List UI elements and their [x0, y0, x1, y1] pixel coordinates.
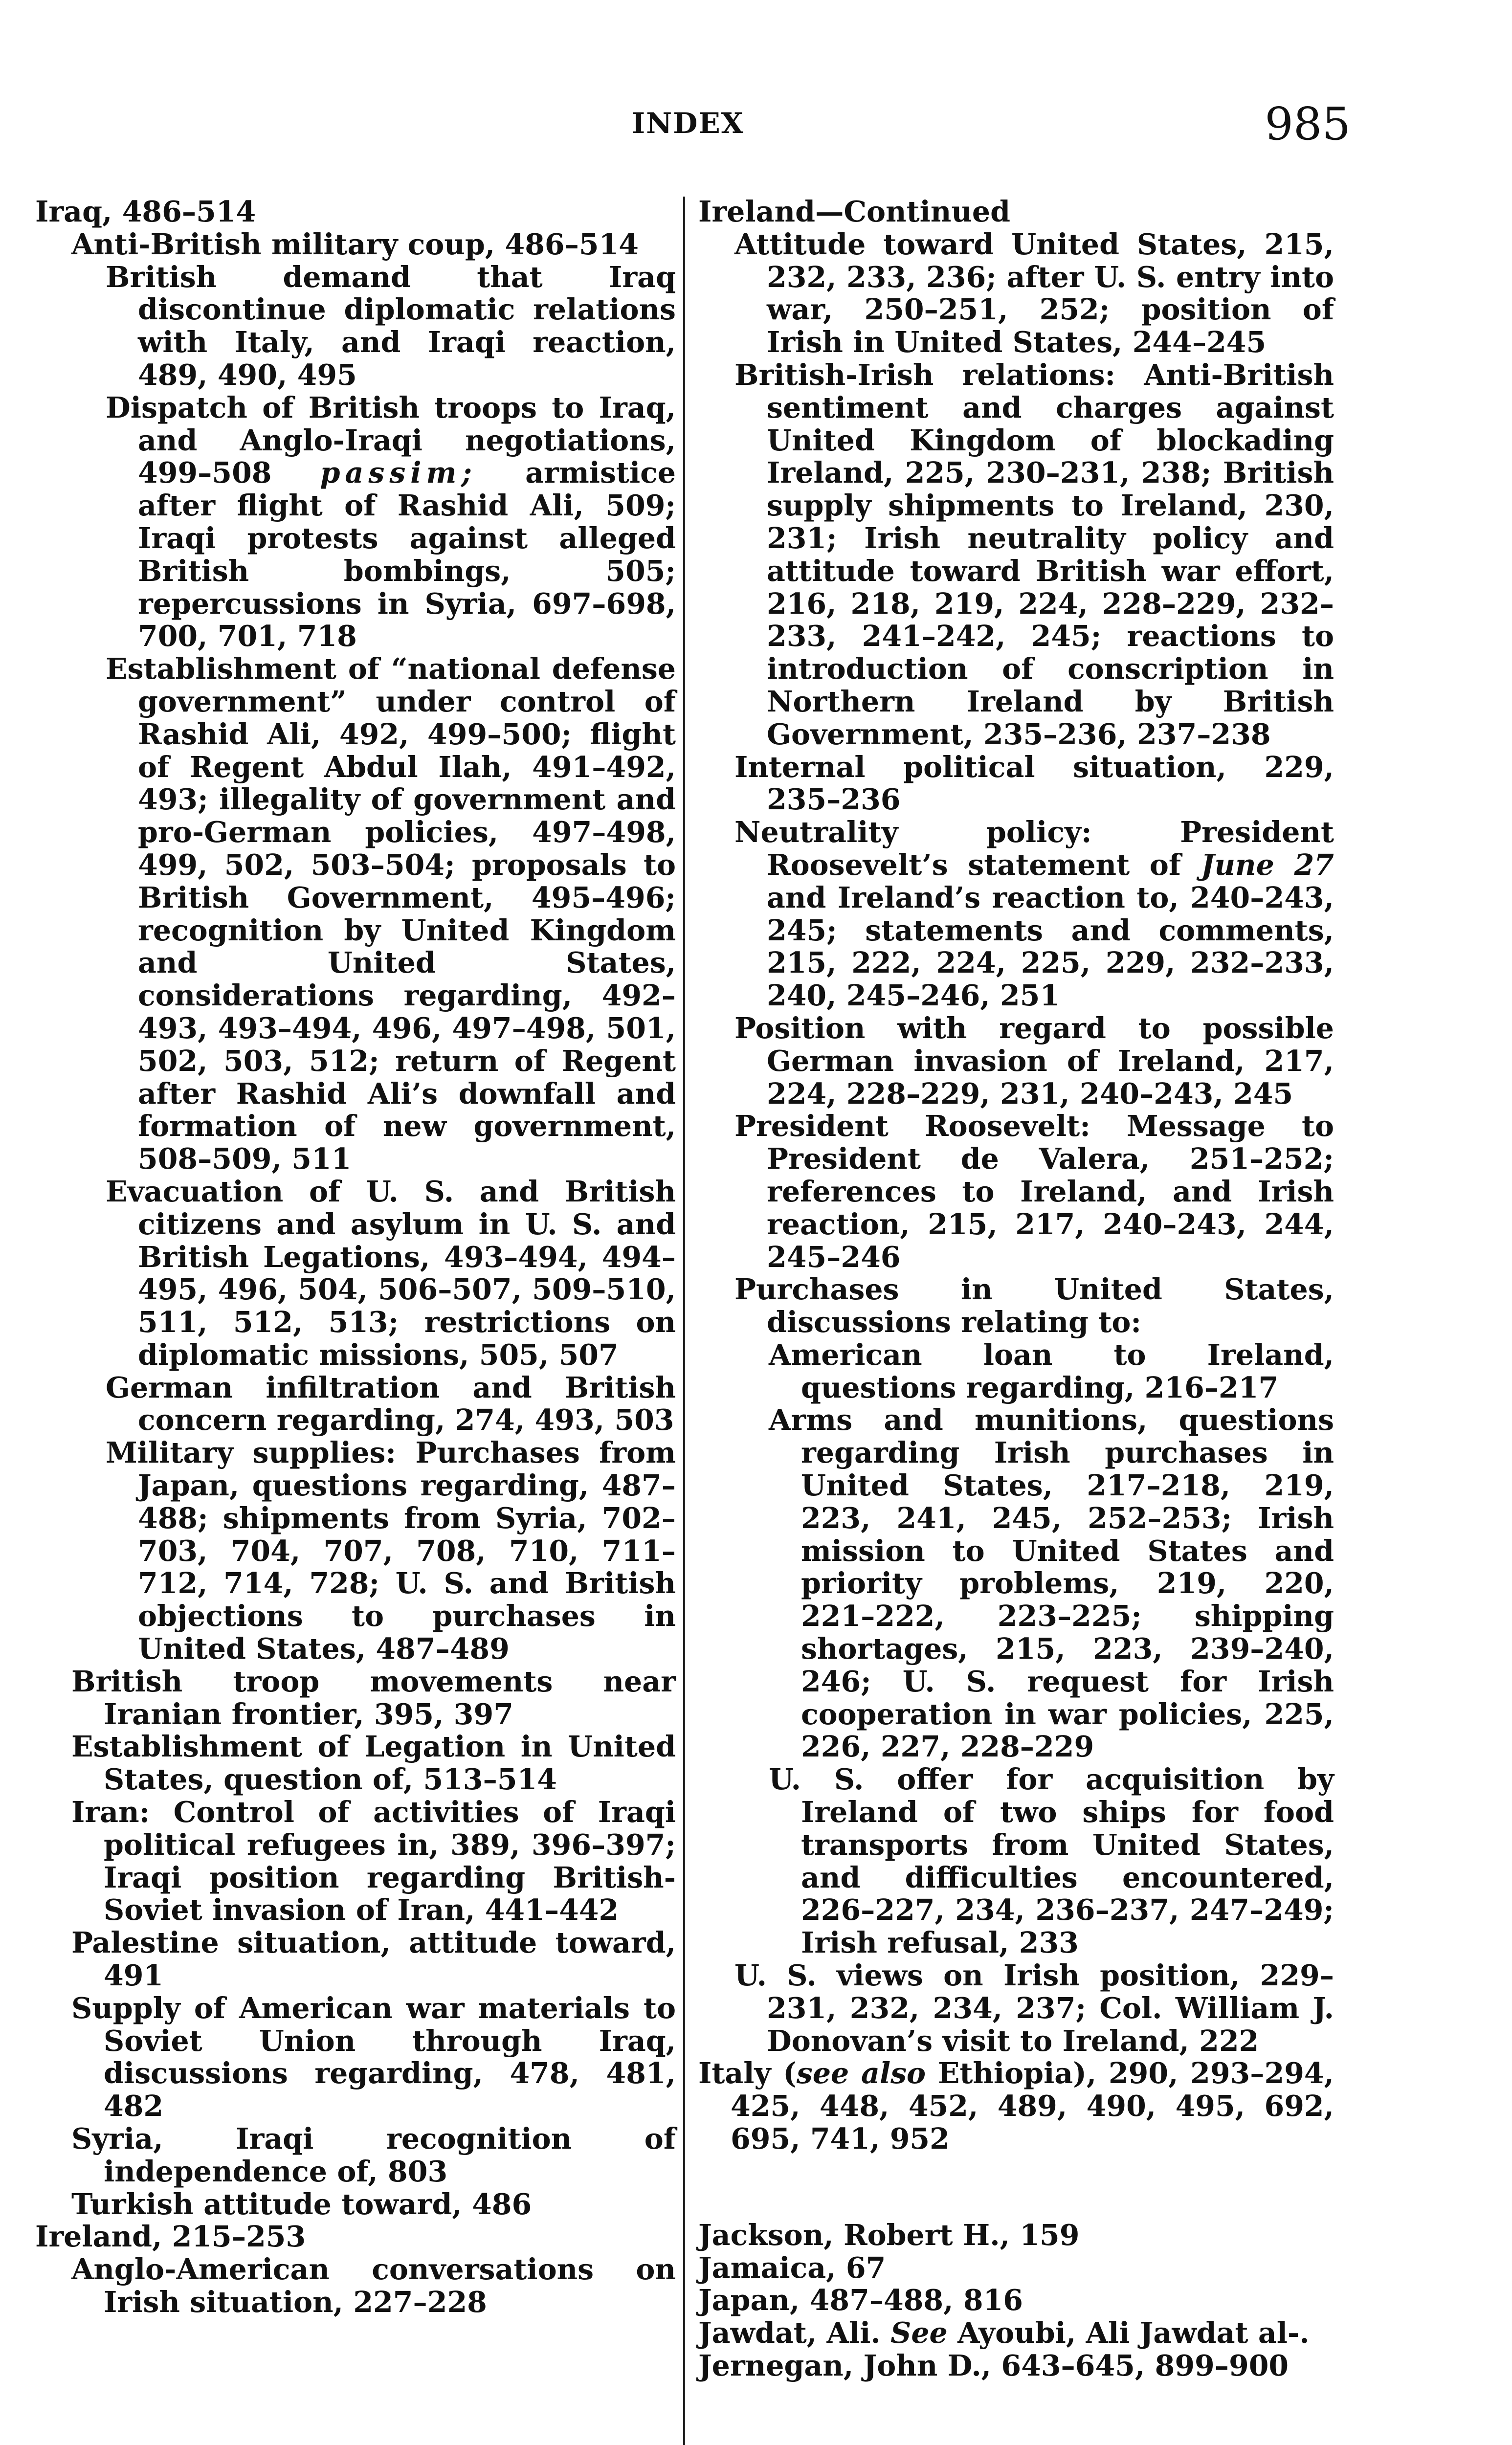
entry-text: Syria, Iraqi recognition of independence of, 803	[71, 2122, 676, 2188]
index-entry-level-1	[35, 228, 676, 261]
index-entry-level-2	[698, 1404, 1334, 1763]
index-entry-level-1	[698, 228, 1334, 359]
entry-text: Jackson, Robert H., 159	[698, 2218, 1080, 2252]
index-entry-level-1	[35, 1731, 676, 1796]
entry-text: Palestine situation, attitude toward, 491	[71, 1926, 676, 1993]
index-entry-level-0	[35, 2221, 676, 2253]
entry-text: Establishment of Legation in United States, question of, 513–514	[71, 1730, 676, 1797]
entry-text: Ireland, 215–253	[35, 2220, 306, 2254]
index-entry-level-0	[698, 2057, 1334, 2155]
index-entry-level-1	[35, 2123, 676, 2188]
entry-spacer	[698, 2156, 1334, 2219]
entry-text-pre: Neutrality policy: President Roosevelt’s statement of	[734, 815, 1334, 882]
entry-text: Turkish attitude toward, 486	[71, 2187, 532, 2221]
index-entry-level-2	[35, 1437, 676, 1666]
entry-text: British troop movements near Iranian frontier, 395, 397	[71, 1664, 676, 1731]
index-entry-level-2	[698, 1763, 1334, 1959]
index-entry-level-1	[35, 1927, 676, 1992]
index-entry-level-0	[35, 196, 676, 228]
entry-text: Attitude toward United States, 215, 232, 233, 236; after U. S. entry into war, 250–251, 252; position of Irish in United States, 244–245	[734, 227, 1334, 359]
entry-text-post: and Ireland’s reaction to, 240–243, 245; statements and comments, 215, 222, 224, 225, 229, 232–233, 240, 245–246, 251	[767, 880, 1334, 1013]
entry-text-pre: Italy (	[698, 2056, 797, 2090]
page-header-title: INDEX	[632, 107, 744, 140]
index-entry-level-1	[35, 2188, 676, 2221]
entry-text: President Roosevelt: Message to President de Valera, 251–252; references to Ireland, and Irish reaction, 215, 217, 240–243, 244, 245–246	[734, 1109, 1334, 1274]
entry-text-post: Ethiopia), 290, 293–294, 425, 448, 452, 489, 490, 495, 692, 695, 741, 952	[731, 2056, 1334, 2156]
entry-text: German infiltration and British concern regarding, 274, 493, 503	[106, 1370, 676, 1437]
index-entry-level-1	[698, 1012, 1334, 1110]
entry-text: Iran: Control of activities of Iraqi political refugees in, 389, 396–397; Iraqi position regarding British-Soviet invasion of Iran, 441–442	[71, 1795, 676, 1927]
entry-text: British demand that Iraq discontinue diplomatic relations with Italy, and Iraqi reaction, 489, 490, 495	[106, 260, 676, 392]
entry-text: U. S. views on Irish position, 229–231, 232, 234, 237; Col. William J. Donovan’s visit to Ireland, 222	[734, 1958, 1334, 2058]
entry-text: Evacuation of U. S. and British citizens and asylum in U. S. and British Legations, 493–494, 494–495, 496, 504, 506–507, 509–510, 511, 512, 513; restrictions on diplomatic missions, 505, 507	[106, 1174, 676, 1372]
entry-text: Jernegan, John D., 643–645, 899–900	[698, 2349, 1289, 2382]
entry-text: British-Irish relations: Anti-British sentiment and charges against United Kingdom of blockading Ireland, 225, 230–231, 238; British supply shipments to Ireland, 230, 231; Irish neutrality policy and attitude toward British war effort, 216, 218, 219, 224, 228–229, 232–233, 241–242, 245; reactions to introduction of conscription in Northern Ireland by British Government, 235–236, 237–238	[734, 357, 1334, 751]
entry-text-italic: See	[890, 2316, 948, 2350]
entry-text-pre: Dispatch of British troops to Iraq, and Anglo-Iraqi negotiations, 499–508	[106, 390, 676, 490]
index-entry-level-0	[698, 2219, 1334, 2252]
entry-text: Anglo-American conversations on Irish situation, 227–228	[71, 2252, 676, 2319]
index-entry-level-2	[35, 1372, 676, 1437]
entry-text: Establishment of “national defense government” under control of Rashid Ali, 492, 499–500; flight of Regent Abdul Ilah, 491–492, 493; illegality of government and pro-German policies, 497–498, 499, 502, 503–504; proposals to British Government, 495–496; recognition by United Kingdom and United States, considerations regarding, 492–493, 493–494, 496, 497–498, 501, 502, 503, 512; return of Regent after Rashid Ali’s downfall and formation of new government, 508–509, 511	[106, 652, 676, 1176]
index-entry-level-1	[35, 1796, 676, 1927]
index-entry-level-0	[698, 2317, 1334, 2350]
entry-text: Jamaica, 67	[698, 2250, 886, 2285]
entry-text-italic: June 27	[1201, 847, 1334, 882]
entry-text: Anti-British military coup, 486–514	[71, 227, 639, 261]
entry-text: Position with regard to possible German invasion of Ireland, 217, 224, 228–229, 231, 240–243, 245	[734, 1011, 1334, 1111]
index-entry-level-0	[698, 2350, 1334, 2382]
index-entry-level-2	[35, 392, 676, 653]
index-entry-level-2	[35, 653, 676, 1176]
entry-text: Ireland—Continued	[698, 195, 1011, 228]
entry-text: Internal political situation, 229, 235–236	[734, 750, 1334, 817]
entry-text: Arms and munitions, questions regarding Irish purchases in United States, 217–218, 219, 223, 241, 245, 252–253; Irish mission to United States and priority problems, 219, 220, 221–222, 223–225; shipping shortages, 215, 223, 239–240, 246; U. S. request for Irish cooperation in war policies, 225, 226, 227, 228–229	[769, 1403, 1334, 1764]
index-entry-level-2	[35, 1176, 676, 1372]
index-entry-level-1	[698, 816, 1334, 1012]
index-entry-level-1	[35, 1666, 676, 1731]
index-entry-level-1	[35, 1992, 676, 2123]
index-entry-level-0	[698, 196, 1334, 228]
index-entry-level-1	[698, 1959, 1334, 2057]
page-number: 985	[1265, 98, 1351, 150]
entry-text: Supply of American war materials to Soviet Union through Iraq, discussions regarding, 478, 481, 482	[71, 1991, 676, 2123]
index-entry-level-1	[698, 751, 1334, 817]
index-entry-level-1	[35, 2253, 676, 2319]
index-column-right	[698, 196, 1334, 2382]
index-entry-level-1	[698, 359, 1334, 751]
entry-text-spaced: passim;	[320, 456, 477, 490]
entry-text-italic: see also	[796, 2056, 926, 2090]
entry-text: Military supplies: Purchases from Japan, questions regarding, 487–488; shipments from Syria, 702–703, 704, 707, 708, 710, 711–712, 714, 728; U. S. and British objections to purchases in United States, 487–489	[106, 1436, 676, 1666]
entry-text: Iraq, 486–514	[35, 195, 256, 228]
index-entry-level-1	[698, 1273, 1334, 1339]
entry-text: U. S. offer for acquisition by Ireland of two ships for food transports from United States, and difficulties encountered, 226–227, 234, 236–237, 247–249; Irish refusal, 233	[769, 1762, 1334, 1960]
entry-text-post: armistice after flight of Rashid Ali, 509; Iraqi protests against alleged British bombings, 505; repercussions in Syria, 697–698, 700, 701, 718	[138, 456, 676, 653]
entry-text: American loan to Ireland, questions regarding, 216–217	[769, 1337, 1334, 1404]
entry-text: Purchases in United States, discussions relating to:	[734, 1272, 1334, 1339]
index-entry-level-1	[698, 1110, 1334, 1273]
index-column-left	[35, 196, 676, 2319]
column-divider	[683, 197, 685, 2445]
entry-text-post: Ayoubi, Ali Jawdat al-.	[947, 2316, 1310, 2350]
index-entry-level-2	[698, 1339, 1334, 1404]
entry-text: Japan, 487–488, 816	[698, 2283, 1023, 2317]
index-entry-level-0	[698, 2284, 1334, 2317]
index-entry-level-2	[35, 261, 676, 392]
entry-text-pre: Jawdat, Ali.	[698, 2316, 891, 2350]
index-entry-level-0	[698, 2252, 1334, 2285]
